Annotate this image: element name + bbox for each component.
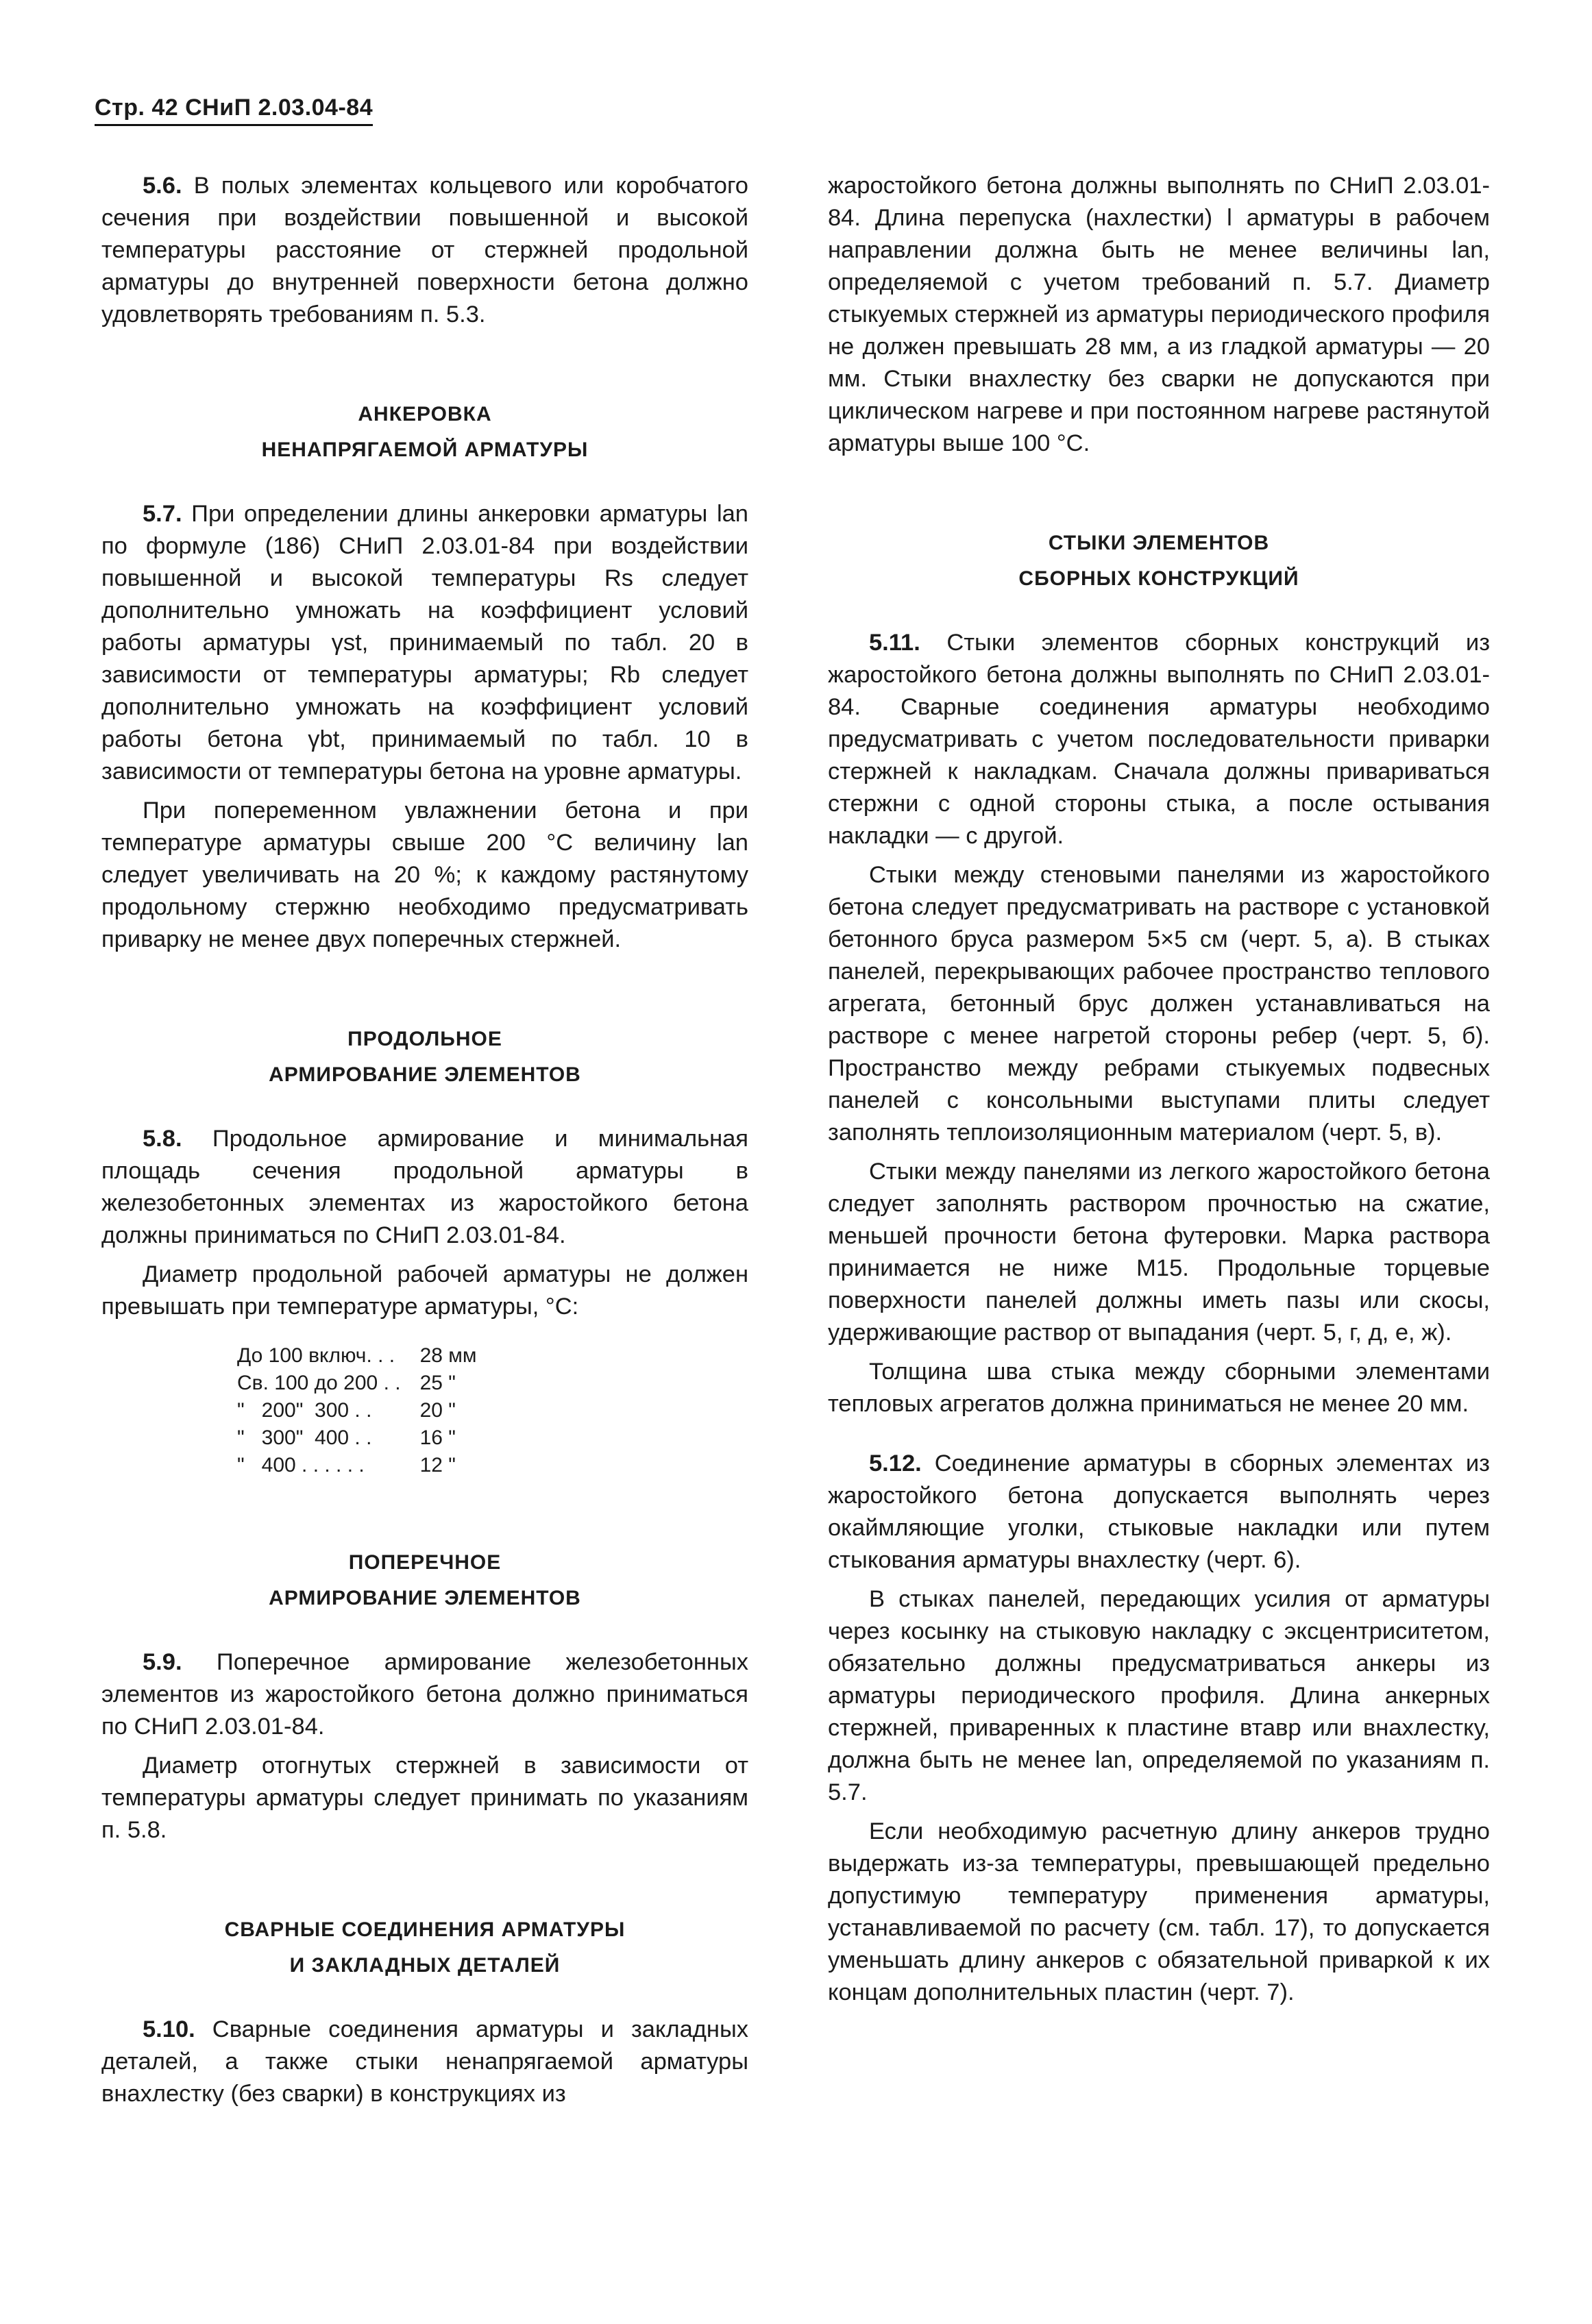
max-diameter: 25 " [419,1372,456,1394]
section-heading-longitudinal [101,1022,748,1093]
temperature-range: " 300" 400 . . [237,1426,372,1449]
clause-number: 5.10. [143,2016,195,2042]
paragraph-5-12 [828,1448,1490,1577]
paragraph-5-7 [101,498,748,788]
table-row [237,1370,477,1397]
paragraph-text: Поперечное армирование железобетонных элементов из жаростойкого бетона должно приниматься по СНиП 2.03.01-84. [101,1649,748,1740]
clause-number: 5.8. [143,1126,182,1152]
max-diameter: 12 " [419,1454,456,1476]
paragraph-5-10-continued: жаростойкого бетона должны выполнять по СНиП 2.03.01-84. Длина перепуска (нахлестки) l арматуры в рабочем направлении должна быть не менее величины lan, определяемой с учетом требований п. 5.7. Диаметр стыкуемых стержней из арматуры периодического профиля не должен превышать 28 мм, а из гладкой арматуры — 20 мм. Стыки внахлестку без сварки не допускаются при циклическом нагреве и при постоянном нагреве растянутой арматуры выше 100 °С. [828,173,1490,456]
paragraph-text: Соединение арматуры в сборных элементах из жаростойкого бетона допускается выполнять через окаймляющие уголки, стыковые накладки или путем стыкования арматуры внахлестку (черт. 6). [828,1450,1490,1573]
table-row [237,1424,477,1452]
section-heading-anchorage [101,397,748,468]
diameter-table [237,1342,477,1479]
paragraph-5-6 [101,170,748,331]
clause-number: 5.11. [869,630,920,656]
paragraph-5-8-b: Диаметр продольной рабочей арматуры не должен превышать при температуре арматуры, °С: [101,1261,748,1320]
heading-line: ПОПЕРЕЧНОЕ [348,1551,502,1574]
temperature-range: Св. 100 до 200 . . [237,1372,401,1394]
paragraph-5-9-b: Диаметр отогнутых стержней в зависимости от температуры арматуры следует принимать по указаниям п. 5.8. [101,1753,748,1843]
paragraph-5-9 [101,1646,748,1743]
paragraph-5-7-b: При попеременном увлажнении бетона и при температуре арматуры свыше 200 °С величину lan следует увеличивать на 20 %; к каждому растянутому продольному стержню необходимо предусматривать приварку не менее двух поперечных стержней. [101,798,748,952]
table-row [237,1342,477,1370]
section-heading-precast-joints [828,526,1490,597]
section-heading-transverse [101,1545,748,1616]
paragraph-text: В полых элементах кольцевого или коробчатого сечения при воздействии повышенной и высокой температуры расстояние от стержней продольной арматуры до внутренней поверхности бетона должно удовлетворять требованиям п. 5.3. [101,173,748,327]
heading-line: АНКЕРОВКА [358,403,492,425]
table-row [237,1397,477,1424]
clause-number: 5.12. [869,1450,922,1476]
paragraph-5-11-c: Стыки между панелями из легкого жаростойкого бетона следует заполнять раствором прочностью на сжатие, меньшей прочности бетона футеровки. Марка раствора принимается не ниже М15. Продольные торцевые поверхности панелей должны иметь пазы или скосы, удерживающие раствор от выпадания (черт. 5, г, д, е, ж). [828,1159,1490,1346]
paragraph-5-12-b: В стыках панелей, передающих усилия от арматуры через косынку на стыковую накладку с эксцентриситетом, обязательно должны предусматриваться анкеры из арматуры периодического профиля. Длина анкерных стержней, приваренных к пластине втавр или внахлестку, должна быть не менее lan, определяемой по указаниям п. 5.7. [828,1586,1490,1805]
section-heading-welded-joints [101,1912,748,1983]
max-diameter: 20 " [419,1399,456,1422]
clause-number: 5.9. [143,1649,182,1675]
heading-line: СВАРНЫЕ СОЕДИНЕНИЯ АРМАТУРЫ [224,1918,626,1941]
paragraph-5-12-c: Если необходимую расчетную длину анкеров трудно выдержать из-за температуры, превышающей предельно допустимую температуру применения арматуры, устанавливаемой по расчету (см. табл. 17), то допускается уменьшать длину анкеров с обязательной приваркой к их концам дополнительных пластин (черт. 7). [828,1818,1490,2005]
heading-line: НЕНАПРЯГАЕМОЙ АРМАТУРЫ [261,438,589,461]
paragraph-5-11 [828,627,1490,852]
max-diameter: 16 " [419,1426,456,1449]
heading-line: ПРОДОЛЬНОЕ [347,1028,502,1050]
paragraph-5-10 [101,2014,748,2110]
page-header: Стр. 42 СНиП 2.03.04-84 [95,95,373,126]
temperature-range: " 200" 300 . . [237,1399,372,1422]
heading-line: И ЗАКЛАДНЫХ ДЕТАЛЕЙ [289,1954,561,1977]
left-column [101,170,748,2117]
table-row [237,1452,477,1479]
heading-line: АРМИРОВАНИЕ ЭЛЕМЕНТОВ [269,1063,581,1086]
paragraph-text: Сварные соединения арматуры и закладных деталей, а также стыки ненапрягаемой арматуры внахлестку (без сварки) в конструкциях из [101,2016,748,2107]
temperature-range: До 100 включ. . . [237,1344,395,1367]
heading-line: СТЫКИ ЭЛЕМЕНТОВ [1048,532,1270,554]
paragraph-5-11-d: Толщина шва стыка между сборными элементами тепловых агрегатов должна приниматься не менее 20 мм. [828,1359,1490,1417]
heading-line: АРМИРОВАНИЕ ЭЛЕМЕНТОВ [269,1587,581,1609]
paragraph-text: Стыки элементов сборных конструкций из жаростойкого бетона должны выполнять по СНиП 2.03.01-84. Сварные соединения арматуры необходимо предусматривать с учетом последовательности приварки стержней к накладкам. Сначала должны привариваться стержни с одной стороны стыка, а после остывания накладки — с другой. [828,630,1491,849]
paragraph-5-11-b: Стыки между стеновыми панелями из жаростойкого бетона следует предусматривать на растворе с установкой бетонного бруса размером 5×5 см (черт. 5, а). В стыках панелей, перекрывающих рабочее пространство теплового агрегата, бетонный брус должен устанавливаться на растворе с менее нагретой стороны ребер (черт. 5, б). Пространство между ребрами стыкуемых подвесных панелей с консольными выступами плиты следует заполнять теплоизоляционным материалом (черт. 5, в). [828,862,1490,1146]
clause-number: 5.6. [143,173,182,199]
clause-number: 5.7. [143,501,182,527]
paragraph-text: При определении длины анкеровки арматуры lan по формуле (186) СНиП 2.03.01-84 при воздействии повышенной и высокой температуры Rs следует дополнительно умножать на коэффициент условий работы арматуры γst, принимаемый по табл. 20 в зависимости от температуры арматуры; Rb следует дополнительно умножать на коэффициент условий работы бетона γbt, принимаемый по табл. 10 в зависимости от температуры бетона на уровне арматуры. [101,501,748,784]
temperature-range: " 400 . . . . . . [237,1454,365,1476]
heading-line: СБОРНЫХ КОНСТРУКЦИЙ [1018,567,1299,590]
right-column [828,170,1490,2016]
max-diameter: 28 мм [419,1344,477,1367]
paragraph-5-8 [101,1123,748,1252]
paragraph-text: Продольное армирование и минимальная площадь сечения продольной арматуры в железобетонных элементах из жаростойкого бетона должны приниматься по СНиП 2.03.01-84. [101,1126,748,1248]
